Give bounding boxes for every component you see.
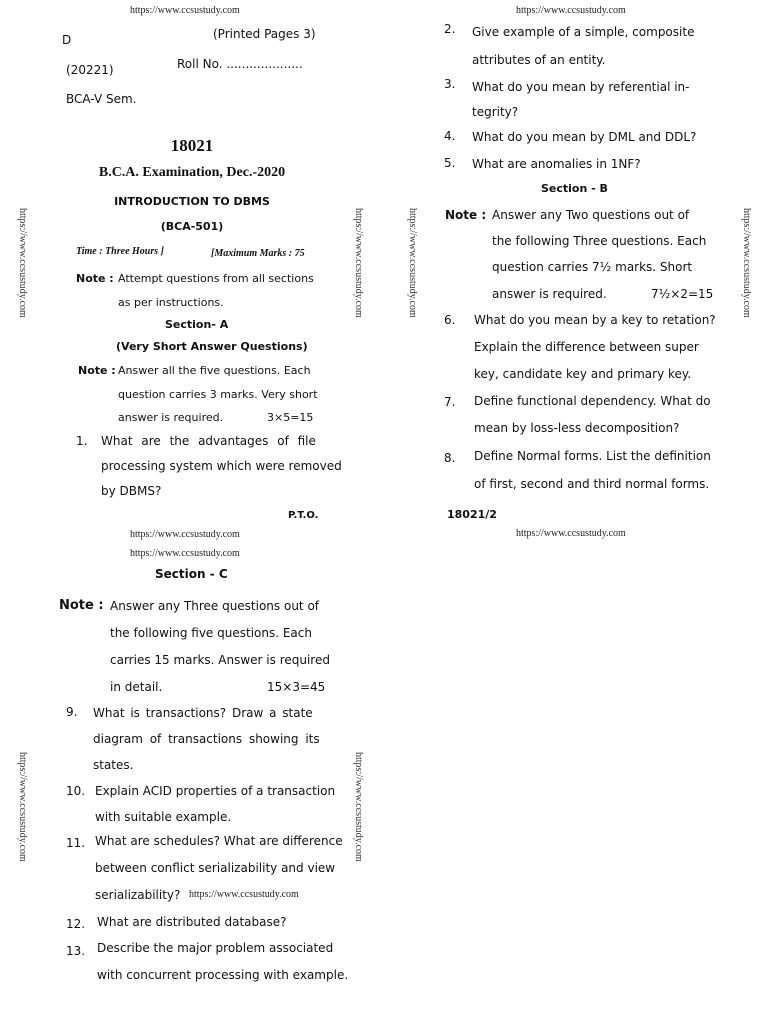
question-text: by DBMS? bbox=[101, 484, 162, 498]
question-number: 5. bbox=[444, 156, 456, 170]
question-text: states. bbox=[93, 758, 134, 772]
paper-code-title: 18021 bbox=[170, 136, 214, 155]
question-number: 12. bbox=[66, 917, 86, 931]
watermark-url-vertical[interactable]: https://www.ccsustudy.com bbox=[353, 752, 364, 862]
note-text: Answer any Three questions out of bbox=[110, 599, 320, 613]
question-text: Explain the difference between super bbox=[474, 340, 699, 354]
note-text: Answer any Two questions out of bbox=[492, 208, 690, 222]
question-text: with concurrent processing with example. bbox=[97, 968, 349, 982]
subject-code: (BCA-501) bbox=[160, 220, 224, 233]
section-a-subheading: (Very Short Answer Questions) bbox=[116, 340, 308, 353]
watermark-url[interactable]: https://www.ccsustudy.com bbox=[516, 5, 626, 16]
question-number: 2. bbox=[444, 22, 456, 36]
note-label: Note : bbox=[78, 364, 116, 377]
question-text: Give example of a simple, composite bbox=[472, 25, 695, 39]
roll-number-field: Roll No. .................... bbox=[177, 57, 303, 71]
section-a-heading: Section- A bbox=[165, 318, 229, 331]
question-text: Define functional dependency. What do bbox=[474, 394, 711, 408]
note-text: carries 15 marks. Answer is required bbox=[110, 653, 330, 667]
question-text: What are schedules? What are difference bbox=[95, 834, 343, 848]
note-text: the following five questions. Each bbox=[110, 626, 312, 640]
paper-set-code: D bbox=[62, 33, 72, 47]
note-label: Note : bbox=[445, 208, 487, 222]
question-number: 13. bbox=[66, 944, 86, 958]
question-number: 6. bbox=[444, 313, 456, 327]
marks-distribution: 15×3=45 bbox=[267, 680, 326, 694]
question-number: 8. bbox=[444, 451, 456, 465]
question-text: Define Normal forms. List the definition bbox=[474, 449, 711, 463]
note-text: Attempt questions from all sections bbox=[118, 272, 314, 285]
note-text: Answer all the five questions. Each bbox=[118, 364, 311, 377]
section-b-heading: Section - B bbox=[541, 182, 608, 195]
watermark-url-vertical[interactable]: https://www.ccsustudy.com bbox=[353, 208, 364, 318]
question-text: Describe the major problem associated bbox=[97, 941, 334, 955]
question-text: Explain ACID properties of a transaction bbox=[95, 784, 336, 798]
note-text: the following Three questions. Each bbox=[492, 234, 707, 248]
watermark-url[interactable]: https://www.ccsustudy.com bbox=[189, 889, 299, 900]
question-number: 9. bbox=[66, 705, 78, 719]
question-text: attributes of an entity. bbox=[472, 53, 606, 67]
question-text: of first, second and third normal forms. bbox=[474, 477, 710, 491]
watermark-url[interactable]: https://www.ccsustudy.com bbox=[516, 528, 626, 539]
question-number: 4. bbox=[444, 129, 456, 143]
question-text: with suitable example. bbox=[95, 810, 232, 824]
question-text: What are anomalies in 1NF? bbox=[472, 157, 641, 171]
question-text: What do you mean by DML and DDL? bbox=[472, 130, 697, 144]
watermark-url-vertical[interactable]: https://www.ccsustudy.com bbox=[17, 208, 28, 318]
exam-title: B.C.A. Examination, Dec.-2020 bbox=[98, 165, 286, 180]
question-text: What are distributed database? bbox=[97, 915, 287, 929]
question-number: 10. bbox=[66, 784, 86, 798]
watermark-url-vertical[interactable]: https://www.ccsustudy.com bbox=[741, 208, 752, 318]
note-text: answer is required. bbox=[492, 287, 607, 301]
question-text: What do you mean by referential in- bbox=[472, 80, 690, 94]
marks-distribution: 3×5=15 bbox=[267, 411, 314, 424]
question-text: What is transactions? Draw a state bbox=[93, 706, 313, 720]
question-text: mean by loss-less decomposition? bbox=[474, 421, 680, 435]
question-number: 1. bbox=[76, 434, 88, 448]
question-text: between conflict serializability and view bbox=[95, 861, 336, 875]
question-text: tegrity? bbox=[472, 105, 519, 119]
printed-pages: (Printed Pages 3) bbox=[213, 27, 316, 41]
watermark-url[interactable]: https://www.ccsustudy.com bbox=[130, 5, 240, 16]
question-number: 7. bbox=[444, 395, 456, 409]
note-text: as per instructions. bbox=[118, 296, 224, 309]
subject-title: INTRODUCTION TO DBMS bbox=[114, 195, 270, 208]
semester: BCA-V Sem. bbox=[66, 92, 137, 106]
max-marks: [Maximum Marks : 75 bbox=[211, 248, 305, 259]
question-text: What do you mean by a key to retation? bbox=[474, 313, 716, 327]
page-footer-code: 18021/2 bbox=[447, 508, 497, 521]
note-label: Note : bbox=[59, 598, 104, 613]
note-text: answer is required. bbox=[118, 411, 224, 424]
watermark-url-vertical[interactable]: https://www.ccsustudy.com bbox=[407, 208, 418, 318]
pto-marker: P.T.O. bbox=[288, 510, 319, 521]
question-text: What are the advantages of file bbox=[101, 434, 316, 448]
question-number: 11. bbox=[66, 836, 86, 850]
question-text: serializability? bbox=[95, 888, 181, 902]
question-text: key, candidate key and primary key. bbox=[474, 367, 692, 381]
note-text: question carries 3 marks. Very short bbox=[118, 388, 318, 401]
question-text: processing system which were removed bbox=[101, 459, 342, 473]
watermark-url[interactable]: https://www.ccsustudy.com bbox=[130, 548, 240, 559]
exam-time: Time : Three Hours ] bbox=[76, 246, 164, 257]
paper-number: (20221) bbox=[66, 63, 114, 77]
note-text: in detail. bbox=[110, 680, 163, 694]
question-text: diagram of transactions showing its bbox=[93, 732, 320, 746]
note-label: Note : bbox=[76, 272, 114, 285]
note-text: question carries 7½ marks. Short bbox=[492, 260, 693, 274]
question-number: 3. bbox=[444, 77, 456, 91]
watermark-url-vertical[interactable]: https://www.ccsustudy.com bbox=[17, 752, 28, 862]
section-c-heading: Section - C bbox=[155, 567, 228, 581]
watermark-url[interactable]: https://www.ccsustudy.com bbox=[130, 529, 240, 540]
marks-distribution: 7½×2=15 bbox=[651, 287, 714, 301]
